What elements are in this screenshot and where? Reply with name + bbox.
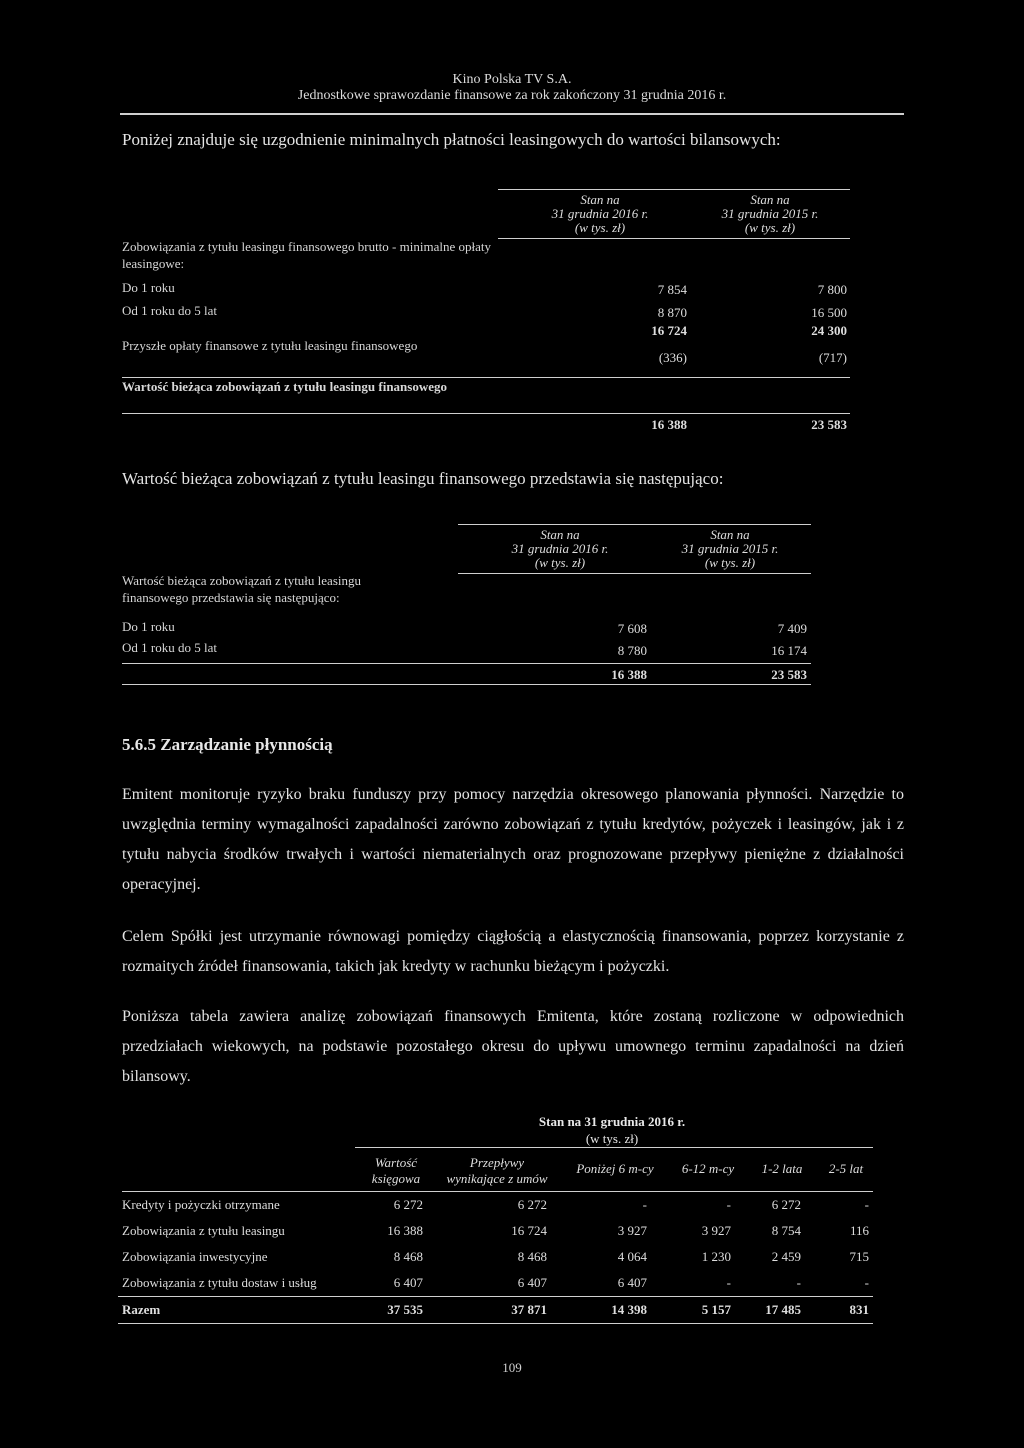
section2-intro: Wartość bieżąca zobowiązań z tytułu leasingu finansowego przedstawia się następująco: (122, 469, 724, 488)
s2-top-rule (458, 524, 811, 525)
cell: 14 398 (611, 1302, 647, 1317)
s2-row-label: Od 1 roku do 5 lat (122, 640, 217, 655)
table-row (118, 1244, 873, 1270)
s1-row-label: Od 1 roku do 5 lat (122, 303, 217, 318)
section1-intro: Poniżej znajduje się uzgodnienie minimalnych płatności leasingowych do wartości bilansowych: (122, 130, 781, 149)
cell: 3 927 (701, 1223, 731, 1238)
s1-present-value-2015: 23 583 (811, 417, 847, 432)
cell: 3 927 (617, 1223, 647, 1238)
s1-row-value-2016: 7 854 (657, 282, 687, 297)
s1-subtotal-2016: 16 724 (651, 323, 687, 338)
s2-bottom-rule (122, 684, 811, 685)
section-heading: 5.6.5 Zarządzanie płynnością (122, 735, 333, 754)
s2-row-header: Wartość bieżąca zobowiązań z tytułu leasingu finansowego przedstawia się następująco: (122, 573, 361, 605)
cell: - (864, 1275, 869, 1290)
s1-finance-charges-2016: (336) (658, 350, 687, 365)
cell: 6 272 (517, 1197, 547, 1212)
s1-bottom-rule (122, 413, 850, 414)
liquidity-table-title: Stan na 31 grudnia 2016 r. (538, 1114, 686, 1129)
cell: 17 485 (765, 1302, 801, 1317)
paragraph-liquidity-monitoring: Emitent monitoruje ryzyko braku funduszy przy pomocy narzędzia okresowego planowania płynności. Narzędzie to uwzględnia terminy wymagalności zapadalności zarówno zobowiązań z tytułu kredytów, pożyczek i leasingów, jak i z tytułu nabycia środków trwałych i wartości niematerialnych oraz prognozowane przepływy pieniężne z działalności operacyjnej. (122, 786, 904, 893)
col-header-under-6m: Poniżej 6 m-cy (576, 1161, 654, 1176)
header-rule (120, 113, 904, 115)
s1-header-rule (498, 238, 850, 239)
s1-finance-charges-label: Przyszłe opłaty finansowe z tytułu leasingu finansowego (122, 338, 418, 353)
col-header-book-value: Wartość księgowa (371, 1155, 421, 1186)
col-header-contract-flows: Przepływy wynikające z umów (446, 1155, 548, 1186)
cell: 6 407 (617, 1275, 647, 1290)
company-name: Kino Polska TV S.A. (452, 72, 572, 87)
cell: 6 272 (771, 1197, 801, 1212)
cell: - (864, 1197, 869, 1212)
paragraph-table-intro: Poniższa tabela zawiera analizę zobowiązań finansowych Emitenta, które zostaną rozliczone w odpowiednich przedziałach wiekowych, na podstawie pozostałego okresu do upływu umownego terminu zapadalności na dzień bilansowy. (122, 1008, 904, 1085)
cell: - (726, 1197, 731, 1212)
cell: 116 (849, 1223, 869, 1238)
cell: 1 230 (701, 1249, 731, 1264)
s2-row-value-2016: 8 780 (617, 643, 647, 658)
row-label: Zobowiązania inwestycyjne (122, 1249, 268, 1264)
s2-header-rule (458, 573, 811, 574)
s1-top-rule (498, 189, 850, 190)
cell: - (726, 1275, 731, 1290)
s1-row-label: Do 1 roku (122, 280, 175, 295)
table-row (118, 1192, 873, 1218)
table-row (118, 1218, 873, 1244)
s1-pv-top-rule (122, 377, 850, 378)
s1-finance-charges-2015: (717) (818, 350, 847, 365)
cell: 831 (849, 1302, 869, 1317)
cell: 2 459 (771, 1249, 801, 1264)
cell: 16 388 (387, 1223, 423, 1238)
s1-col-2015: Stan na 31 grudnia 2015 r. (w tys. zł) (721, 192, 819, 235)
s1-row-value-2015: 16 500 (811, 305, 847, 320)
row-label: Kredyty i pożyczki otrzymane (122, 1197, 280, 1212)
report-title: Jednostkowe sprawozdanie finansowe za rok zakończony 31 grudnia 2016 r. (297, 88, 727, 103)
total-label: Razem (122, 1302, 161, 1317)
cell: 8 754 (771, 1223, 801, 1238)
cell: 6 272 (393, 1197, 423, 1212)
s2-row-value-2015: 16 174 (771, 643, 807, 658)
s1-row-value-2015: 7 800 (817, 282, 847, 297)
s2-col-2015: Stan na 31 grudnia 2015 r. (w tys. zł) (681, 527, 779, 570)
cell: 8 468 (393, 1249, 423, 1264)
s1-row-value-2016: 8 870 (657, 305, 687, 320)
row-label: Zobowiązania z tytułu dostaw i usług (122, 1275, 317, 1290)
col-header-6-12m: 6-12 m-cy (681, 1161, 735, 1176)
cell: 37 535 (387, 1302, 423, 1317)
s2-total-top-rule (122, 663, 811, 664)
col-header-1-2y: 1-2 lata (761, 1161, 803, 1176)
s2-row-label: Do 1 roku (122, 619, 175, 634)
row-label: Zobowiązania z tytułu leasingu (122, 1223, 285, 1238)
s2-row-value-2015: 7 409 (777, 621, 807, 636)
s2-col-2016: Stan na 31 grudnia 2016 r. (w tys. zł) (511, 527, 609, 570)
cell: 4 064 (617, 1249, 647, 1264)
paragraph-company-goal: Celem Spółki jest utrzymanie równowagi pomiędzy ciągłością a elastycznością finansowania, poprzez korzystanie z rozmaitych źródeł finansowania, takich jak kredyty w rachunku bieżącym i pożyczki. (122, 928, 904, 975)
liquidity-table-unit: (w tys. zł) (585, 1131, 639, 1146)
table-row (118, 1270, 873, 1297)
page-number: 109 (502, 1360, 522, 1375)
s1-present-value-2016: 16 388 (651, 417, 687, 432)
cell: 16 724 (511, 1223, 547, 1238)
cell: 8 468 (517, 1249, 547, 1264)
s1-row-header: Zobowiązania z tytułu leasingu finansowego brutto - minimalne opłaty leasingowe: (122, 239, 491, 271)
s2-total-2015: 23 583 (771, 667, 807, 682)
cell: 37 871 (511, 1302, 547, 1317)
cell: 5 157 (701, 1302, 731, 1317)
s1-subtotal-2015: 24 300 (811, 323, 847, 338)
cell: 6 407 (393, 1275, 423, 1290)
cell: - (642, 1197, 647, 1212)
s2-row-value-2016: 7 608 (617, 621, 647, 636)
s2-total-2016: 16 388 (611, 667, 647, 682)
liquidity-header-top-rule (355, 1147, 873, 1148)
total-row (118, 1297, 873, 1324)
cell: 6 407 (517, 1275, 547, 1290)
cell: - (796, 1275, 801, 1290)
cell: 715 (849, 1249, 869, 1264)
s1-present-value-label: Wartość bieżąca zobowiązań z tytułu leasingu finansowego (122, 379, 447, 394)
s1-col-2016: Stan na 31 grudnia 2016 r. (w tys. zł) (551, 192, 649, 235)
liquidity-table (118, 1192, 873, 1324)
col-header-2-5y: 2-5 lat (828, 1161, 864, 1176)
